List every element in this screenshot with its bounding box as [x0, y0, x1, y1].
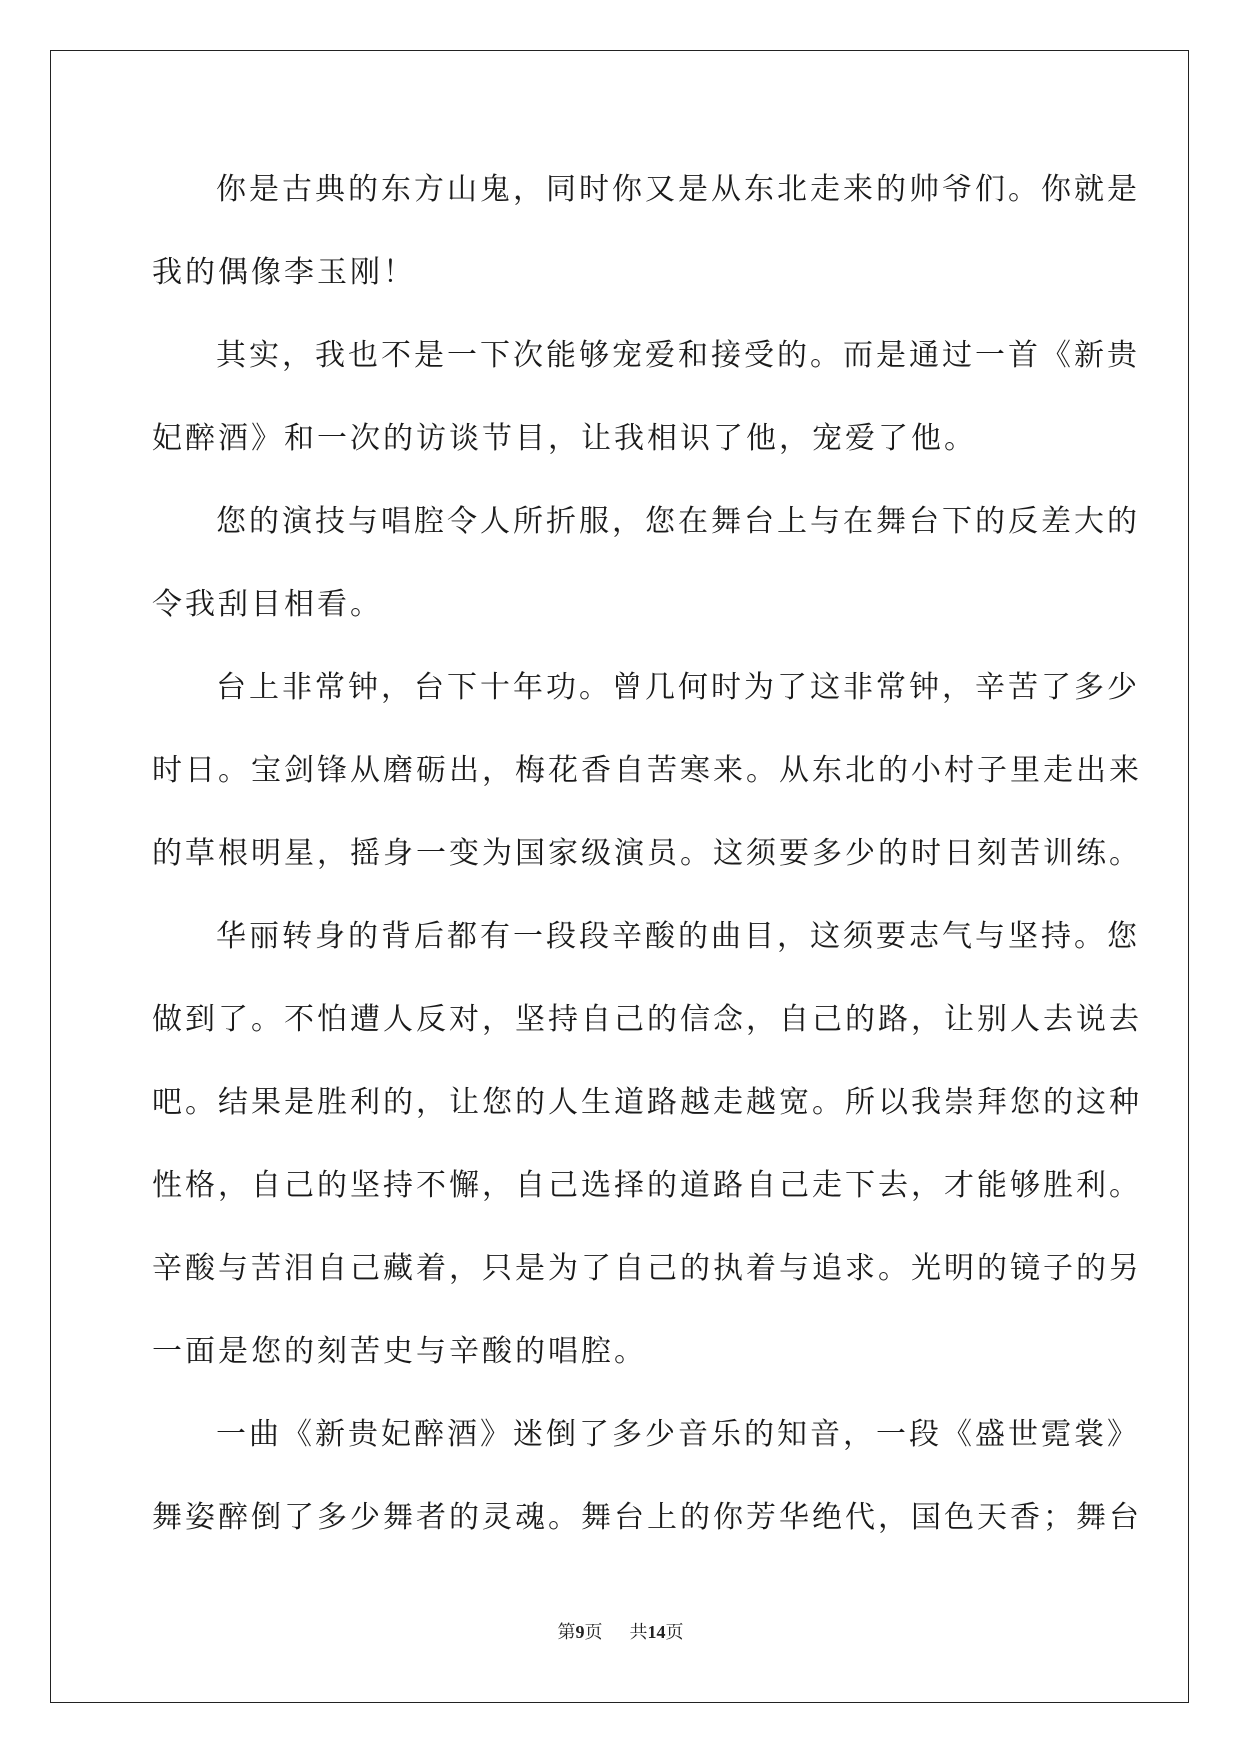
text-line: 时日。宝剑锋从磨砺出，梅花香自苦寒来。从东北的小村子里走出来 [152, 753, 1142, 788]
text-line: 一面是您的刻苦史与辛酸的唱腔。 [152, 1334, 647, 1369]
text-line: 的草根明星，摇身一变为国家级演员。这须要多少的时日刻苦训练。 [152, 836, 1142, 871]
text-line: 妃醉酒》和一次的访谈节目，让我相识了他，宠爱了他。 [152, 421, 977, 456]
text-line: 做到了。不怕遭人反对，坚持自己的信念，自己的路，让别人去说去 [152, 1002, 1142, 1037]
text-line: 您的演技与唱腔令人所折服，您在舞台上与在舞台下的反差大的 [216, 504, 1140, 539]
text-line: 性格，自己的坚持不懈，自己选择的道路自己走下去，才能够胜利。 [152, 1168, 1142, 1203]
page-footer [0, 1620, 1241, 1644]
page-total: 共14页 [629, 1622, 684, 1642]
text-line: 你是古典的东方山鬼，同时你又是从东北走来的帅爷们。你就是 [216, 172, 1140, 207]
page-number: 第9页 [557, 1622, 603, 1642]
text-line: 一曲《新贵妃醉酒》迷倒了多少音乐的知音，一段《盛世霓裳》 [216, 1417, 1140, 1452]
text-line: 台上非常钟，台下十年功。曾几何时为了这非常钟，辛苦了多少 [216, 670, 1140, 705]
text-line: 吧。结果是胜利的，让您的人生道路越走越宽。所以我崇拜您的这种 [152, 1085, 1142, 1120]
text-line: 辛酸与苦泪自己藏着，只是为了自己的执着与追求。光明的镜子的另 [152, 1251, 1142, 1286]
text-line: 华丽转身的背后都有一段段辛酸的曲目，这须要志气与坚持。您 [216, 919, 1140, 954]
page-border [50, 50, 1189, 1703]
text-line: 我的偶像李玉刚！ [152, 255, 416, 290]
text-line: 其实，我也不是一下次能够宠爱和接受的。而是通过一首《新贵 [216, 338, 1140, 373]
text-line: 令我刮目相看。 [152, 587, 383, 622]
text-line: 舞姿醉倒了多少舞者的灵魂。舞台上的你芳华绝代，国色天香；舞台 [152, 1500, 1142, 1535]
